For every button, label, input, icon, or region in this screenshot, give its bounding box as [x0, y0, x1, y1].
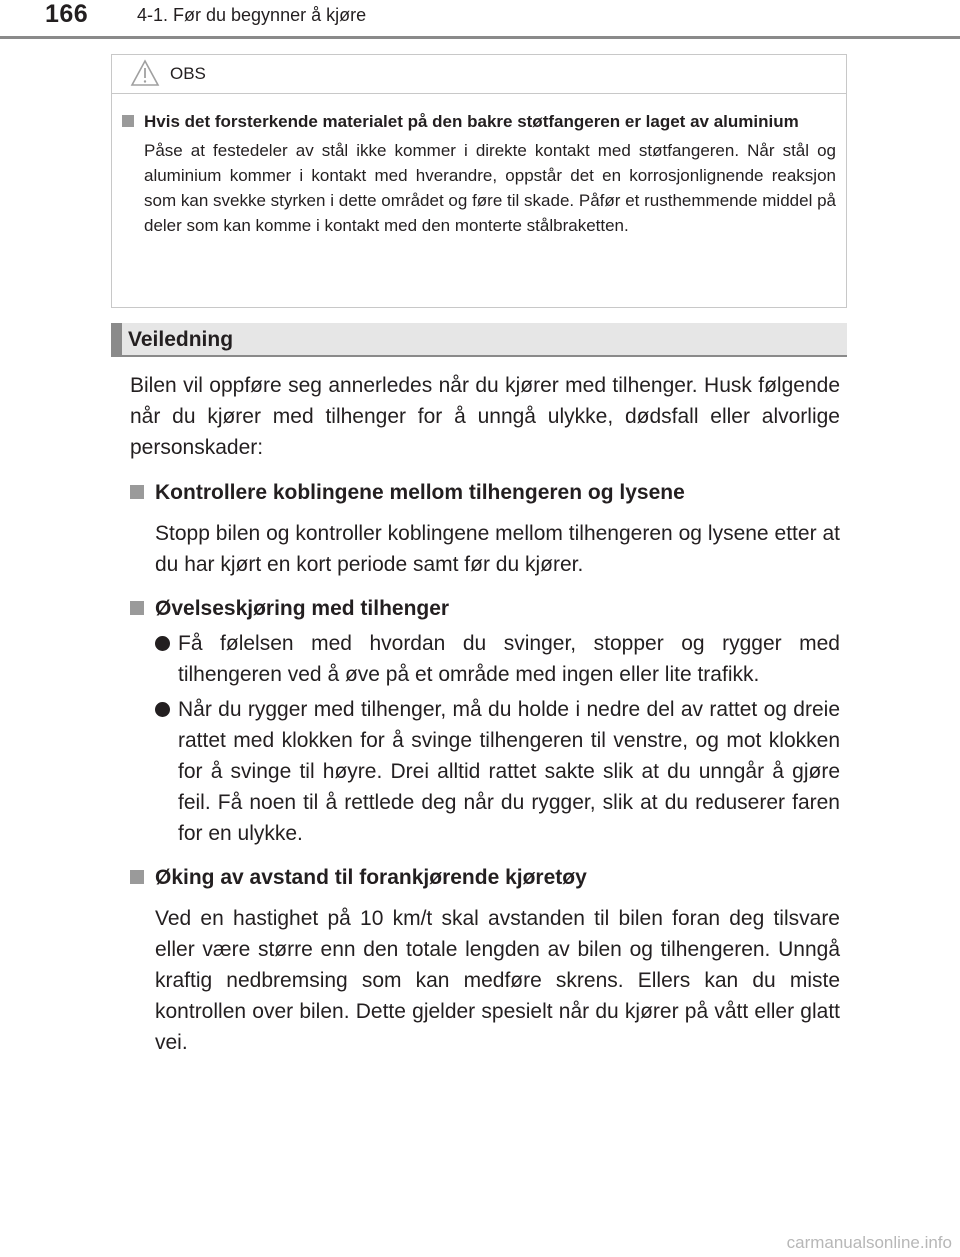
watermark: carmanualsonline.info [786, 1233, 952, 1252]
subheading-3 [130, 862, 840, 893]
subheading-text: Øvelseskjøring med tilhenger [155, 597, 450, 620]
square-bullet-icon [130, 485, 144, 499]
header-divider [0, 36, 960, 39]
list-item-text: Når du rygger med tilhenger, må du holde i nedre del av rattet og dreie rattet med klokken for å svinge tilhengeren til venstre, og mot klokken for å svinge til høyre. Drei alltid rattet sakte slik at du unngår å gjøre feil. Få noen til å rettlede deg når du rygger, slik at du reduserer faren for en ulykke. [178, 698, 840, 845]
square-bullet-icon [130, 601, 144, 615]
caution-title [122, 109, 836, 134]
caution-box [111, 54, 847, 308]
round-bullet-icon [155, 702, 170, 717]
caution-title-text: Hvis det forsterkende materialet på den bakre støtfangeren er laget av aluminium [144, 112, 799, 131]
subheading-2 [130, 593, 840, 624]
subheading-text: Kontrollere koblingene mellom tilhengeren og lysene [155, 481, 685, 504]
list-item-text: Få følelsen med hvordan du svinger, stopper og rygger med tilhengeren ved å øve på et område med ingen eller lite trafikk. [178, 632, 840, 686]
section-3-text: Ved en hastighet på 10 km/t skal avstanden til bilen foran deg tilsvare eller være større enn den totale lengden av bilen og tilhengeren. Unngå kraftig nedbremsing som kan medføre skrens. Ellers kan du miste kontrollen over bilen. Dette gjelder spesielt når du kjører på vått eller glatt vei. [155, 907, 840, 1054]
square-bullet-icon [130, 870, 144, 884]
guide-content [130, 370, 840, 1058]
page-number: 166 [45, 0, 89, 28]
guide-heading: Veiledning [128, 328, 234, 351]
round-bullet-icon [155, 636, 170, 651]
heading-accent [111, 323, 122, 355]
subheading-1 [130, 477, 840, 508]
caution-text: Påse at festedeler av stål ikke kommer i direkte kontakt med støtfangeren. Når stål og aluminium kommer i kontakt med hverandre, oppstår det en korrosjonlignende reaksjon som kan svekke styrken i dette området og føre til skade. Påfør et rusthemmende middel på deler som kan komme i kontakt med den monterte stålbraketten. [144, 141, 836, 235]
caution-label: OBS [170, 64, 206, 83]
warning-triangle-icon [130, 59, 160, 92]
list-item [130, 694, 840, 849]
list-item [130, 628, 840, 690]
caution-header [112, 55, 846, 94]
subheading-text: Øking av avstand til forankjørende kjøretøy [155, 866, 587, 889]
caution-body [112, 94, 846, 238]
section-1-text: Stopp bilen og kontroller koblingene mellom tilhengeren og lysene etter at du har kjørt en kort periode samt før du kjører. [155, 522, 840, 576]
section-title: 4-1. Før du begynner å kjøre [137, 5, 367, 25]
square-bullet-icon [122, 115, 134, 127]
guide-heading-bar [111, 323, 847, 357]
intro-paragraph: Bilen vil oppføre seg annerledes når du kjører med tilhenger. Husk følgende når du kjører med tilhenger for å unngå ulykke, dødsfall eller alvorlige personskader: [130, 374, 840, 459]
